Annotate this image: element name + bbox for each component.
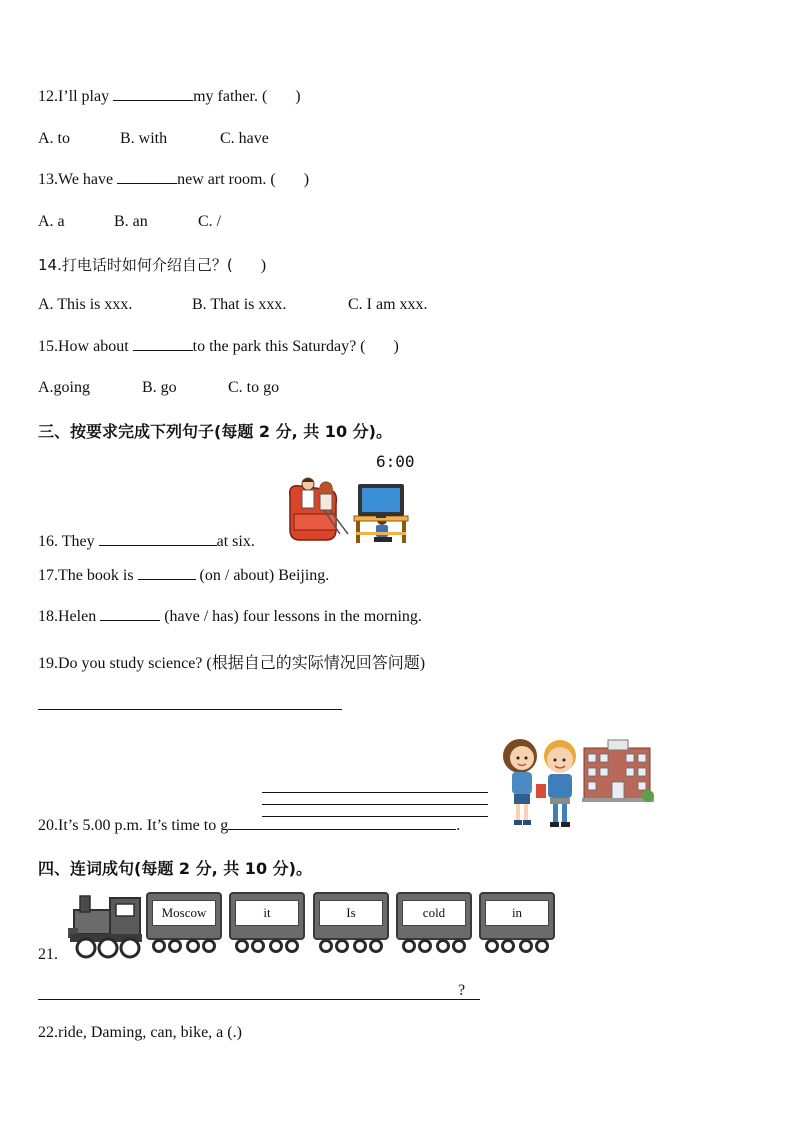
q20-question <box>38 817 460 835</box>
wheel <box>369 939 383 953</box>
train-car-2 <box>229 892 309 956</box>
wheel <box>501 939 515 953</box>
q12-question <box>38 88 301 106</box>
q14-options <box>38 296 428 314</box>
q16-stem: 16. They <box>38 533 99 550</box>
train-car-4 <box>396 892 476 956</box>
q12-after: my father. ( <box>193 88 268 105</box>
section-3-heading: 三、按要求完成下列句子(每题 2 分, 共 10 分)。 <box>38 422 392 441</box>
locomotive-icon <box>66 892 146 962</box>
q12-blank[interactable] <box>113 99 193 101</box>
q18-stem: 18.Helen <box>38 608 101 625</box>
q22-question: 22.ride, Daming, can, bike, a (.) <box>38 1024 242 1041</box>
wheel <box>402 939 416 953</box>
q12-close: ) <box>295 88 301 105</box>
q21-answer-line[interactable] <box>38 999 480 1000</box>
q19-answer-line[interactable] <box>38 709 342 710</box>
q21-number: 21. <box>38 946 58 963</box>
wheel <box>269 939 283 953</box>
q15-after: to the park this Saturday? ( <box>192 338 366 355</box>
q13-option-c[interactable]: C. / <box>198 213 222 230</box>
wheel <box>485 939 499 953</box>
q15-option-c[interactable]: C. to go <box>228 379 280 396</box>
q20-writing-line-2[interactable] <box>262 804 488 805</box>
train-car-5 <box>479 892 559 956</box>
kids-school-illustration <box>498 734 658 832</box>
q17-stem: 17.The book is <box>38 567 138 584</box>
q17-question <box>38 567 329 585</box>
train-car-1 <box>146 892 226 956</box>
q13-stem: 13.We have <box>38 171 118 188</box>
family-tv-illustration <box>286 474 412 546</box>
q16-clock-time: 6:00 <box>376 452 415 471</box>
train-car-3 <box>313 892 393 956</box>
word-card-moscow[interactable]: Moscow <box>152 900 216 926</box>
wheel <box>452 939 466 953</box>
word-card-in[interactable]: in <box>485 900 549 926</box>
q13-options <box>38 213 221 231</box>
wheel <box>335 939 349 953</box>
section-4-heading: 四、连词成句(每题 2 分, 共 10 分)。 <box>38 859 312 878</box>
q16-after: at six. <box>216 533 255 550</box>
q12-option-b[interactable]: B. with <box>120 130 168 147</box>
q18-blank[interactable] <box>100 619 160 621</box>
q21-end-mark: ? <box>458 982 466 999</box>
q15-options <box>38 379 279 397</box>
q17-after: (on / about) Beijing. <box>195 567 330 584</box>
q18-question <box>38 608 422 626</box>
wheel <box>168 939 182 953</box>
q20-end: . <box>456 817 461 834</box>
word-card-is[interactable]: Is <box>319 900 383 926</box>
q12-options <box>38 130 269 148</box>
q13-question <box>38 171 309 189</box>
q16-question <box>38 533 255 551</box>
q20-writing-line-1[interactable] <box>262 792 488 793</box>
q14-question <box>38 254 266 275</box>
word-card-cold[interactable]: cold <box>402 900 466 926</box>
q13-option-b[interactable]: B. an <box>114 213 148 230</box>
q15-close: ) <box>393 338 399 355</box>
wheel <box>202 939 216 953</box>
wheel <box>186 939 200 953</box>
q15-stem: 15.How about <box>38 338 133 355</box>
q15-option-a[interactable]: A.going <box>38 379 90 396</box>
wheel <box>353 939 367 953</box>
q13-blank[interactable] <box>117 182 177 184</box>
q20-stem: 20.It’s 5.00 p.m. It’s time to g <box>38 817 229 834</box>
q12-stem: 12.I’ll play <box>38 88 114 105</box>
word-card-it[interactable]: it <box>235 900 299 926</box>
q14-close: ) <box>260 257 267 274</box>
q14-stem: 14.打电话时如何介绍自己？( <box>38 256 233 274</box>
wheel <box>519 939 533 953</box>
q12-option-c[interactable]: C. have <box>220 130 269 147</box>
wheel <box>319 939 333 953</box>
q14-option-a[interactable]: A. This is xxx. <box>38 296 133 313</box>
wheel <box>251 939 265 953</box>
q15-question <box>38 338 399 356</box>
wheel <box>535 939 549 953</box>
q16-blank[interactable] <box>99 544 217 546</box>
q18-after: (have / has) four lessons in the morning. <box>160 608 422 625</box>
q12-option-a[interactable]: A. to <box>38 130 70 147</box>
q14-option-c[interactable]: C. I am xxx. <box>348 296 428 313</box>
q13-option-a[interactable]: A. a <box>38 213 65 230</box>
wheel <box>436 939 450 953</box>
wheel <box>152 939 166 953</box>
wheel <box>418 939 432 953</box>
q15-blank[interactable] <box>133 349 193 351</box>
q13-after: new art room. ( <box>177 171 276 188</box>
q13-close: ) <box>303 171 310 188</box>
q19-question: 19.Do you study science? (根据自己的实际情况回答问题) <box>38 655 426 672</box>
q17-blank[interactable] <box>138 578 196 580</box>
q15-option-b[interactable]: B. go <box>142 379 177 396</box>
wheel <box>285 939 299 953</box>
q14-option-b[interactable]: B. That is xxx. <box>192 296 287 313</box>
wheel <box>235 939 249 953</box>
q20-blank[interactable] <box>228 828 456 830</box>
